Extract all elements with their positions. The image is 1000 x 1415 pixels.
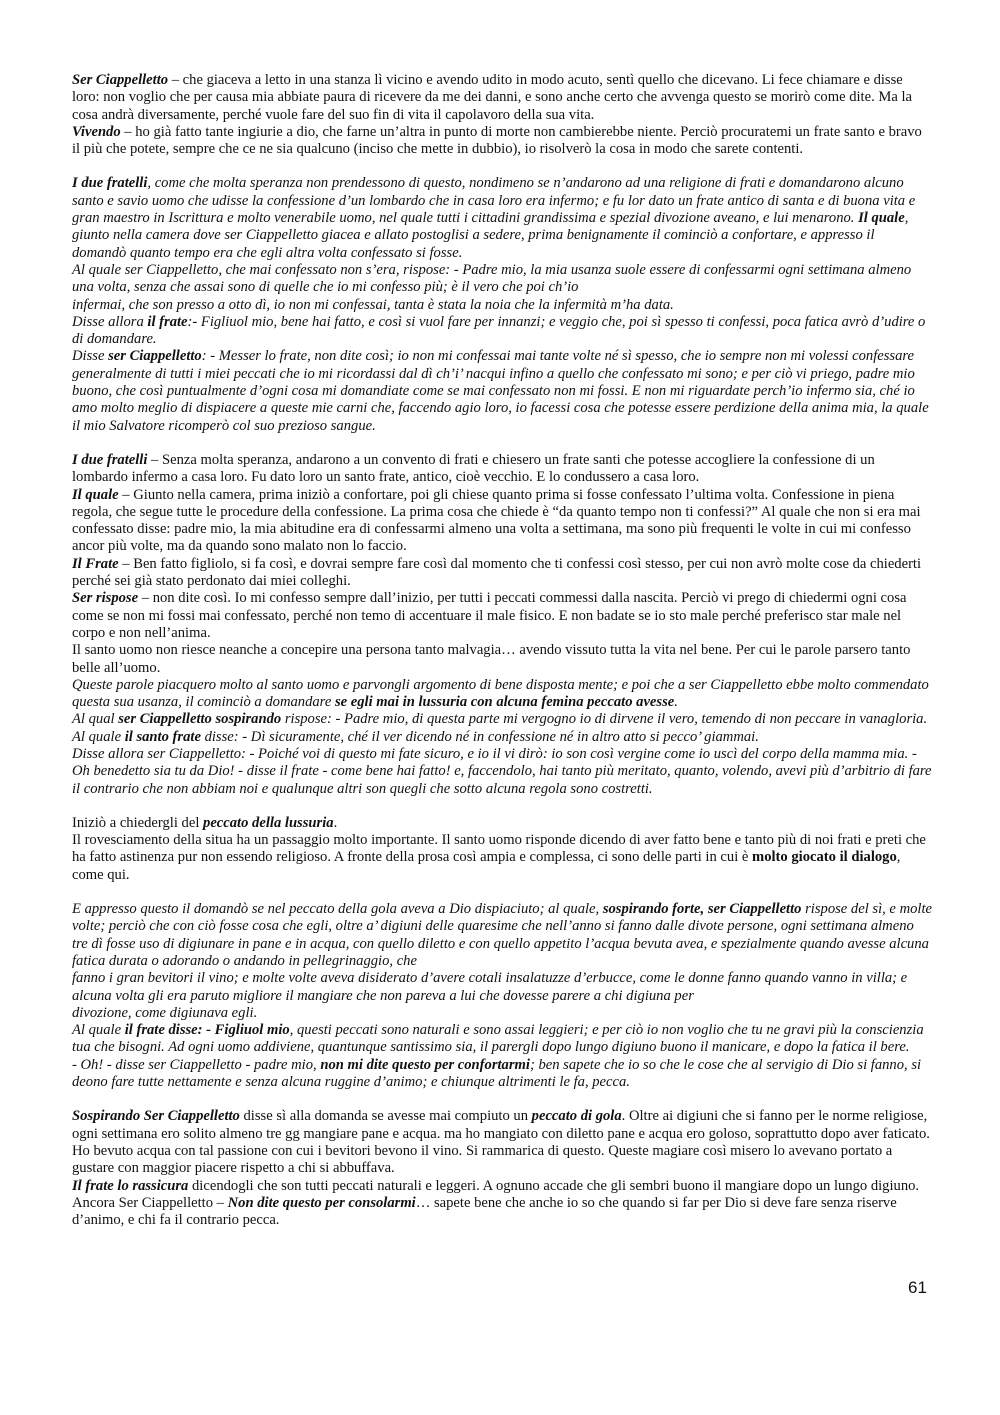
emphasis-text: il frate disse: - Figliuol mio [124,1022,290,1039]
emphasis-text: non mi dite questo per confortarmi [320,1056,530,1073]
text-run: - Oh! - disse ser Ciappelletto - padre mio, [72,1056,321,1073]
text-run: , questi peccati sono naturali e sono assai leggieri; e per ciò io non voglio che tu ne gravi più la conscienzia tua che bisogni. Ad ogni uomo addiviene, quantunque santissimo sia, il parergli dopo lungo digiuno buono il manicare, e dopo la fatica il bere. [72,1022,924,1056]
paragraph [72,590,932,642]
page-number: 61 [908,1278,927,1297]
paragraph [72,556,932,591]
text-run: Disse [72,348,109,365]
emphasis-text: ser Ciappelletto [108,348,202,365]
text-run: Il rovesciamento della situa ha un passaggio molto importante. Il santo uomo risponde dicendo di aver fatto bene e tanto più di noi frati e preti che ha fatto astinenza pur non essendo religioso. A fronte della prosa così ampia e complessa, ci sono delle parti in cui è [72,832,926,866]
text-run: , come che molta speranza non prendessono di questo, nondimeno se n’andarono ad una religione di frati e domandarono alcuno santo e savio uomo che udisse la confessione d’un lombardo che in casa loro era infermo; e fu lor dato un frate antico di santa e di buona vita e gran maestro in Iscrittura e molto venerabile uomo, nel quale tutti i cittadini grandissima e spezial divozione aveano, e lui menarono. [72,175,916,227]
text-run: :- Figliuol mio, bene hai fatto, e così si vuol fare per innanzi; e veggio che, poi sì spesso ti confessi, poca fatica avrò d’udire o di domandare. [72,313,926,348]
paragraph-spacer [72,798,932,815]
quoted-passage [72,729,932,746]
text-run: fanno i gran bevitori il vino; e molte volte aveva disiderato d’avere cotali insalatuzze d’erbucce, come le donne fanno quando vanno in villa; e alcuna volta gli era paruto migliore il mangiare che non pareva a lui che dovesse parere a chi digiuna per [72,970,908,1004]
paragraph [72,1178,932,1195]
paragraph [72,832,932,884]
emphasis-text: il santo frate [124,728,201,745]
emphasis-text: Ser rispose [72,590,139,607]
quoted-passage [72,348,932,434]
emphasis-text: Ser Ciappelletto [72,72,169,88]
text-run: dicendogli che son tutti peccati naturali e leggeri. A ognuno accade che gli sembri buono il mangiare dopo un lungo digiuno. [188,1177,920,1194]
text-run: – ho già fatto tante ingiurie a dio, che farne un’altra in punto di morte non cambierebbe niente. Perciò procuratemi un frate santo e bravo il più che potete, sempre che ce ne sia qualcuno (inciso che mette in dubbio), io risolverò la cosa in modo che sarete contenti. [72,123,922,158]
text-run: disse: - Dì sicuramente, ché il ver dicendo né in confessione né in altro atto si pecco’ giammai. [200,728,759,745]
text-run: Al quale [72,728,125,745]
text-run: Al qual [72,711,119,728]
text-run: rispose del sì, e molte volte; perciò che con ciò fosse cosa che egli, oltre a’ digiuni delle quaresime che nell’anno si fanno dalle divote persone, ogni settimana almeno tre dì fosse uso di digiunare in pane e in acqua, con quello diletto e con quello appetito l’acqua bevuta avea, e spezialmente quando avesse alcuna fatica durata o adorando o andando in pellegrinaggio, che [72,901,932,969]
text-run: infermai, che son presso a otto dì, io non mi confessai, tanta è stata la noia che la infermità m’ha data. [72,296,674,313]
emphasis-text: Il quale [858,210,905,227]
text-run: Ancora Ser Ciappelletto – [72,1194,228,1211]
text-run: . [333,814,338,831]
paragraph [72,124,932,159]
emphasis-text: molto giocato il dialogo [752,849,897,866]
paragraph [72,1195,932,1230]
text-run: – non dite così. Io mi confesso sempre dall’inizio, per tutti i peccati commessi dalla nascita. Perciò vi prego di chiedermi ogni cosa come se non mi fossi mai confessato, perché non temo di accentuare il male fisico. E non badate se io sto male perché preferisco star male nel corpo e non nell’anima. [72,590,907,641]
quoted-passage [72,175,932,261]
text-run: Iniziò a chiedergli del [72,814,204,831]
text-run: , giunto nella camera dove ser Ciappelletto giacea e allato postoglisi a sedere, prima benignamente il cominciò a confortare, e appresso il domandò quanto tempo era che egli altra volta confessato si fosse. [72,210,909,261]
paragraph [72,815,932,832]
quoted-passage [72,746,932,798]
quoted-passage [72,677,932,712]
quoted-passage [72,1005,932,1022]
quoted-passage [72,1057,932,1092]
emphasis-text: ser Ciappelletto sospirando [118,711,282,728]
text-run: Queste parole piacquero molto al santo uomo e parvongli argomento di bene disposta mente; e poi che a ser Ciappelletto ebbe molto commendato questa sua usanza, il cominciò a domandare [72,676,929,711]
emphasis-text: I due fratelli [72,175,148,192]
text-run: rispose: - Padre mio, di questa parte mi vergogno io di dirvene il vero, temendo di non peccare in vanagloria. [281,711,928,728]
text-run: Il santo uomo non riesce neanche a concepire una persona tanto malvagia… avendo vissuto tutta la vita nel bene. Per cui le parole parsero tanto belle all’uomo. [72,642,911,676]
emphasis-text: Il frate lo rassicura [72,1177,189,1194]
emphasis-text: Il quale [72,486,119,503]
paragraph [72,487,932,556]
document-page [72,72,932,1229]
quoted-passage [72,314,932,349]
text-run: – Ben fatto figliolo, si fa così, e dovrai sempre fare così dal momento che ti confessi così stesso, per cui non avrò molte cose da chiederti perché sei già stato perdonato dai miei colleghi. [72,555,922,590]
quoted-passage [72,1022,932,1057]
paragraph-spacer [72,158,932,175]
text-run: . [674,694,678,711]
text-run: – che giaceva a letto in una stanza lì vicino e avendo udito in modo acuto, sentì quello che dicevano. Li fece chiamare e disse loro: non voglio che per causa mia abbiate paura di ricevere da me dei danni, e sono anche certo che avvenga questo se morirò come dite. Ma la cosa andrà diversamente, perché vuole fare del suo fin di vita il capolavoro della sua vita. [72,72,913,123]
emphasis-text: se egli mai in lussuria con alcuna femina peccato avesse [334,694,675,711]
text-run: Disse allora [72,313,148,330]
text-run: – Giunto nella camera, prima iniziò a confortare, poi gli chiese quanto prima si fosse confessato l’ultima volta. Confessione in piena regola, che segue tutte le procedure della confessione. La prima cosa che chiede è “da quanto tempo non ti confessi?” Al quale che non si era mai confessato disse: padre mio, la mia abitudine era di confessarmi almeno una volta a settimana, ma sono più frequenti le volte in cui mi confesso ancor più volte, ma da quando sono malato non lo faccio. [72,486,921,555]
text-run: , come qui. [72,849,901,883]
emphasis-text: il frate [147,313,188,330]
text-run: – Senza molta speranza, andarono a un convento di frati e chiesero un frate santi che potesse accogliere la confessione di un lombardo infermo a casa loro. Fu dato loro un santo frate, antico, cioè vecchio. E lo condussero a casa loro. [72,451,875,486]
text-run: . Oltre ai digiuni che si fanno per le norme religiose, ogni settimana ero solito almeno tre gg mangiare pane e acqua. ma ho mangiato con diletto pane e acqua ero goloso, soprattutto dopo aver faticato. Ho bevuto acqua con tal passione con cui i bevitori bevono il vino. Si rammarica di questo. Queste magiare così misero lo avevano portato a gustare con maggior piacere rispetto a chi si abbuffava. [72,1108,930,1177]
text-run: … sapete bene che anche io so che quando si far per Dio si deve fare senza riserve d’animo, e chi fa il contrario pecca. [72,1194,897,1229]
text-run: Al quale [72,1022,125,1039]
text-run: disse sì alla domanda se avesse mai compiuto un [239,1108,532,1125]
text-run: E appresso questo il domandò se nel peccato della gola aveva a Dio dispiaciuto; al quale, [72,901,603,918]
text-run: ; ben sapete che io so che le cose che al servigio di Dio si fanno, si deono fare tutte nettamente e senza alcuna ruggine d’animo; e chiunque altrimenti le fa, pecca. [72,1056,922,1091]
emphasis-text: Vivendo [72,123,121,140]
paragraph [72,1108,932,1177]
emphasis-text: Sospirando Ser Ciappelletto [72,1108,240,1125]
emphasis-text: I due fratelli [72,451,148,468]
text-run: Al quale ser Ciappelletto, che mai confessato non s’era, rispose: - Padre mio, la mia usanza suole essere di confessarmi ogni settimana almeno una volta, senza che assai sono di quelle che io mi confesso più; è il vero che poi ch’io [72,261,912,296]
emphasis-text: sospirando forte, ser Ciappelletto [602,901,802,918]
quoted-passage [72,970,932,1005]
paragraph [72,72,932,124]
emphasis-text: peccato di gola [531,1108,622,1125]
emphasis-text: Non dite questo per consolarmi [227,1194,416,1211]
quoted-passage [72,711,932,728]
quoted-passage [72,262,932,297]
paragraph-spacer [72,1091,932,1108]
emphasis-text: peccato della lussuria [203,814,334,831]
text-run: divozione, come digiunava egli. [72,1004,258,1021]
paragraph [72,452,932,487]
paragraph-spacer [72,435,932,452]
quoted-passage [72,901,932,970]
text-run: : - Messer lo frate, non dite così; io non mi confessai mai tante volte né sì spesso, che io sempre non mi volessi confessare generalmente di tutti i miei peccati che io mi ricordassi dal dì ch’i’ nacqui infino a quello che confessato mi sono; e per ciò vi priego, padre mio buono, che così puntualmente d’ogni cosa mi domandiate come se mai confessato non mi fossi. E non mi riguardate perch’io infermo sia, ché io amo molto meglio di dispiacere a queste mie carni che, faccendo agio loro, io facessi cosa che potesse essere perdizione della anima mia, la quale il mio Salvatore ricomperò col suo prezioso sangue. [72,348,929,434]
quoted-passage [72,297,932,314]
paragraph [72,642,932,677]
paragraph-spacer [72,884,932,901]
emphasis-text: Il Frate [72,555,119,572]
text-run: Disse allora ser Ciappelletto: - Poiché voi di questo mi fate sicuro, e io il vi dirò: io son così vergine come io uscì del corpo della mamma mia. - Oh benedetto sia tu da Dio! - disse il frate - come bene hai fatto! e, faccendolo, hai tanto più meritato, quanto, volendo, avevi più d’arbitrio di fare il contrario che non abbiam noi e qualunque altri son quegli che sotto alcuna regola sono costretti. [72,745,932,797]
